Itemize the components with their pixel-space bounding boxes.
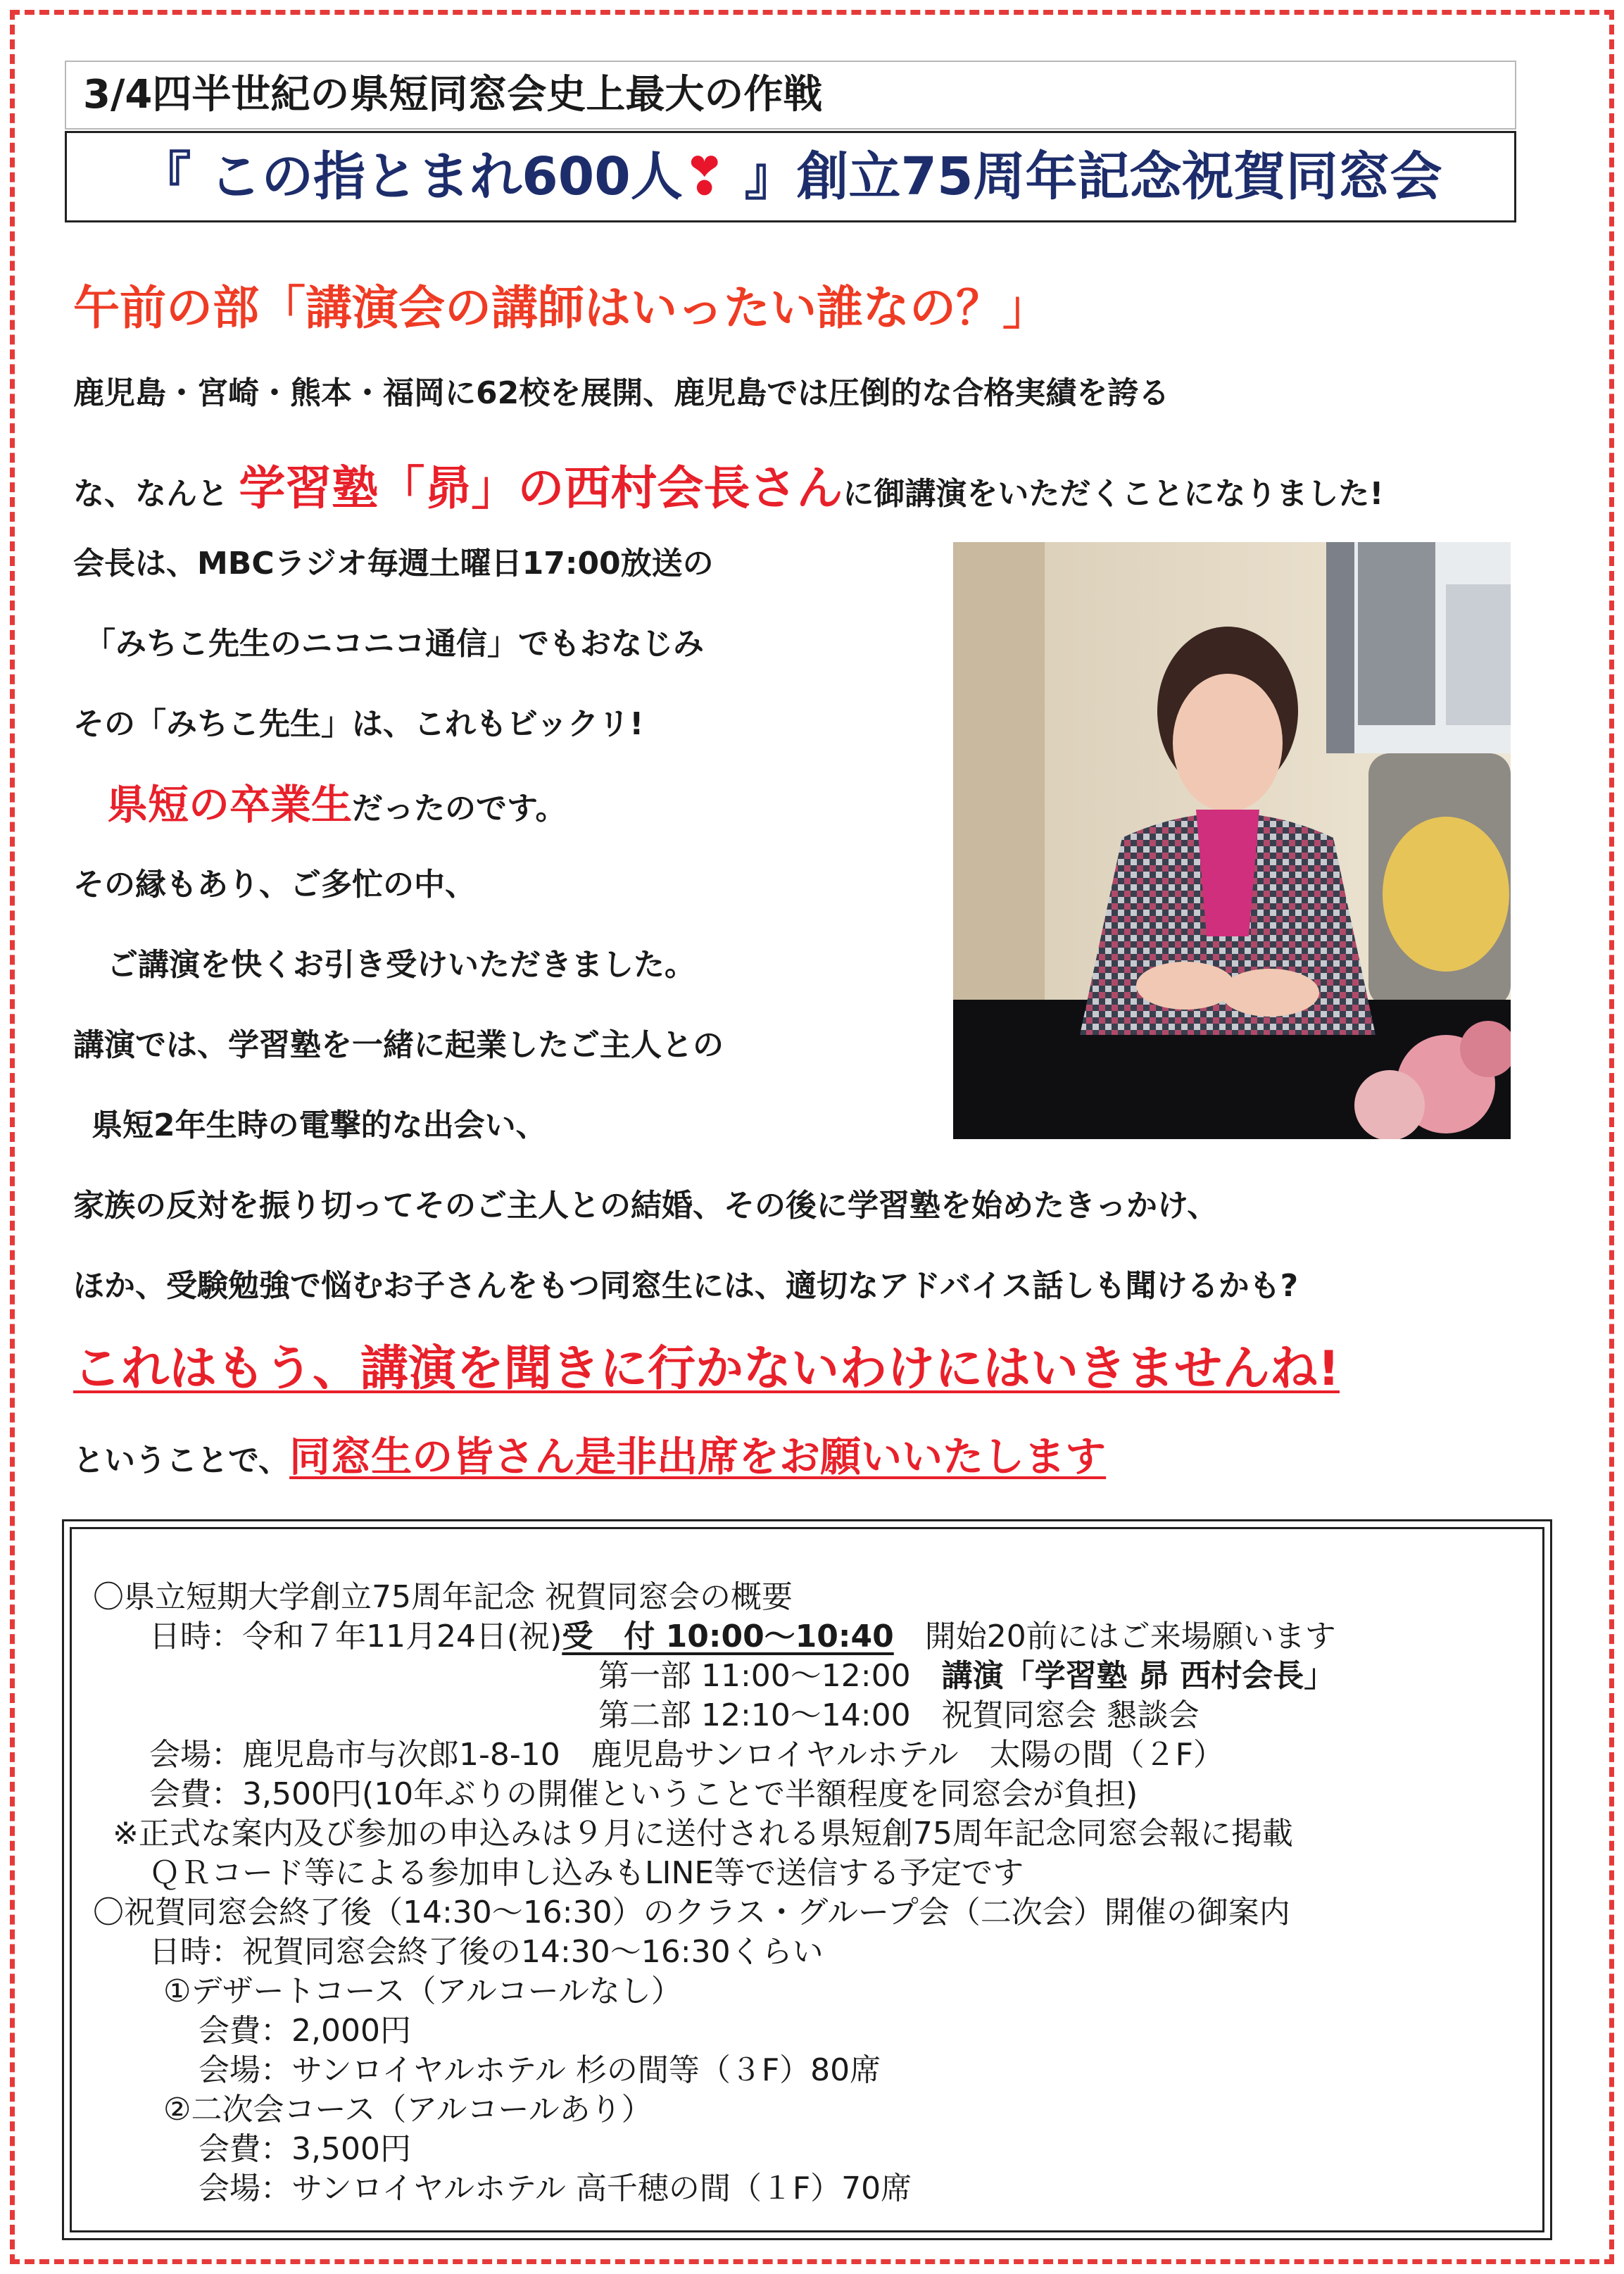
event-summary-box xyxy=(62,1519,1552,2240)
graduate-highlight: 県短の卒業生 xyxy=(107,781,353,829)
body-line-1: 鹿児島・宮崎・熊本・福岡に62校を展開、鹿児島では圧倒的な合格実績を誇る xyxy=(73,375,1170,411)
info-note: ※正式な案内及び参加の申込みは９月に送付される県短創75周年記念同窓会報に掲載 xyxy=(113,1816,1293,1852)
speaker-photo xyxy=(953,542,1511,1139)
body-line-10: 県短2年生時の電撃的な出会い、 xyxy=(92,1107,547,1143)
body-line-11: 家族の反対を振り切ってそのご主人との結婚、その後に学習塾を始めたきっかけ、 xyxy=(73,1188,1219,1224)
title-part-1: 『 この指とまれ600人 xyxy=(139,146,683,207)
second-party-venue: 会場：サンロイヤルホテル 高千穂の間（１F）70席 xyxy=(199,2171,912,2206)
body-line-14 xyxy=(73,1424,1106,1483)
attendance-request: 同窓生の皆さん是非出席をお願いいたします xyxy=(289,1433,1107,1481)
arrival-note: 開始20前にはご来場願います xyxy=(893,1619,1336,1654)
body-line-7: その縁もあり、ご多忙の中、 xyxy=(73,867,476,903)
section-heading: 午前の部「講演会の講師はいったい誰なの？」 xyxy=(73,281,1049,335)
part-1-time: 第一部 11:00～12:00 xyxy=(598,1658,942,1694)
emphasis-line: これはもう、講演を聞きに行かないわけにはいきませんね! xyxy=(73,1341,1340,1397)
reception-time: 受 付 10:00～10:40 xyxy=(562,1619,894,1654)
body-line-6 xyxy=(107,772,567,831)
body-line-14-a: ということで、 xyxy=(73,1443,290,1478)
second-party-course: ②二次会コース（アルコールあり） xyxy=(163,2092,653,2128)
info-fee: 会費：3,500円(10年ぶりの開催ということで半額程度を同窓会が負担) xyxy=(149,1776,1138,1812)
lecture-title: 講演「学習塾 昴 西村会長」 xyxy=(941,1658,1335,1694)
body-line-5: その「みちこ先生」は、これもビックリ! xyxy=(73,706,644,742)
info-venue: 会場：鹿児島市与次郎1-8-10 鹿児島サンロイヤルホテル 太陽の間（２F） xyxy=(149,1737,1224,1773)
title-part-2: 』創立75周年記念祝賀同窓会 xyxy=(726,146,1442,207)
heart-icon: ❣ xyxy=(682,146,726,207)
event-summary-inner xyxy=(70,1527,1544,2232)
info-part-1 xyxy=(598,1650,1335,1695)
page-title xyxy=(65,131,1516,222)
body-line-12: ほか、受験勉強で悩むお子さんをもつ同窓生には、適切なアドバイス話しも聞けるかも? xyxy=(73,1268,1299,1304)
info-date xyxy=(149,1611,1336,1656)
speaker-name: 学習塾「昴」の西村会長さん xyxy=(239,461,843,515)
info-heading-1: 〇県立短期大学創立75周年記念 祝賀同窓会の概要 xyxy=(93,1579,793,1615)
second-party-fee: 会費：3,500円 xyxy=(199,2131,411,2167)
header-subtitle: 3/4四半世紀の県短同窓会史上最大の作戦 xyxy=(65,61,1516,130)
body-line-2-c: に御講演をいただくことになりました! xyxy=(843,476,1384,512)
info-note-2: ＱＲコード等による参加申し込みもLINE等で送信する予定です xyxy=(149,1855,1024,1891)
body-line-8: ご講演を快くお引き受けいただきました。 xyxy=(107,947,695,983)
body-line-3: 会長は、MBCラジオ毎週土曜日17:00放送の xyxy=(73,546,714,582)
dessert-venue: 会場：サンロイヤルホテル 杉の間等（３F）80席 xyxy=(199,2052,881,2088)
afterparty-date: 日時：祝賀同窓会終了後の14:30～16:30くらい xyxy=(149,1934,824,1970)
dessert-course: ①デザートコース（アルコールなし） xyxy=(163,1973,682,2009)
body-line-2 xyxy=(73,451,1383,517)
body-line-4: 「みちこ先生のニコニコ通信」でもおなじみ xyxy=(84,626,704,662)
info-date-label: 日時：令和７年11月24日(祝) xyxy=(149,1619,562,1654)
body-line-6-b: だったのです。 xyxy=(352,791,567,827)
info-part-2: 第二部 12:10～14:00 祝賀同窓会 懇談会 xyxy=(598,1697,1200,1733)
info-heading-2: 〇祝賀同窓会終了後（14:30～16:30）のクラス・グループ会（二次会）開催の御案内 xyxy=(93,1895,1290,1930)
body-line-2-a: な、なんと xyxy=(73,476,239,512)
body-line-9: 講演では、学習塾を一緒に起業したご主人との xyxy=(73,1027,724,1063)
dessert-fee: 会費：2,000円 xyxy=(199,2013,411,2049)
